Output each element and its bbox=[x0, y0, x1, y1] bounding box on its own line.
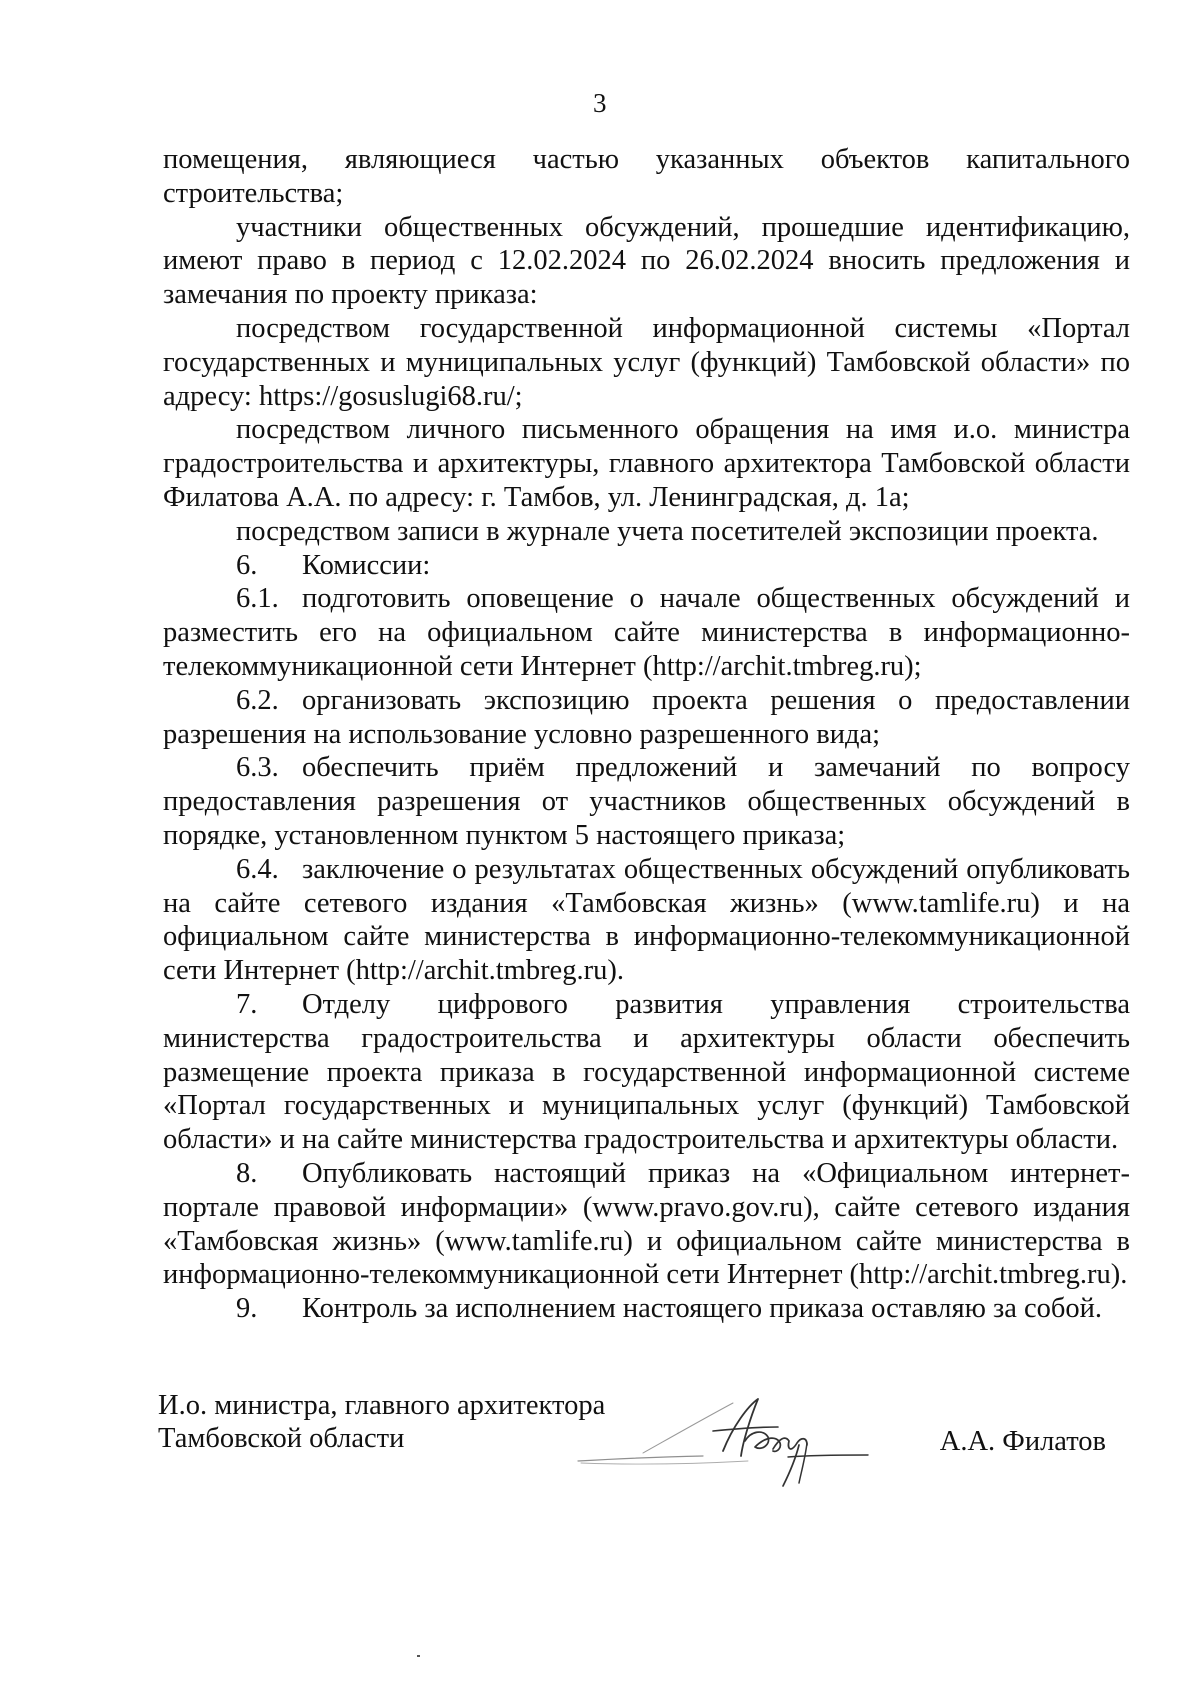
paragraph-text: организовать экспозицию проекта решения о предоставлении разрешения на использование условно разрешенного вида; bbox=[163, 684, 1130, 750]
paragraph-text: участники общественных обсуждений, прошедшие идентификацию, имеют право в период с 12.02.2024 по 26.02.2024 вносить предложения и замечания по проекту приказа: bbox=[163, 211, 1130, 311]
numbered-paragraph bbox=[163, 751, 1130, 852]
numbered-paragraph bbox=[163, 549, 1130, 583]
handwritten-signature-icon bbox=[573, 1391, 873, 1491]
paragraph-number: 8. bbox=[236, 1157, 258, 1189]
paragraph-number: 7. bbox=[236, 988, 258, 1020]
numbered-paragraph bbox=[163, 1157, 1130, 1292]
paragraph-text: подготовить оповещение о начале общественных обсуждений и разместить его на официальном сайте министерства в информационно-телекоммуникационной сети Интернет (http://archit.tmbreg.ru); bbox=[163, 583, 1130, 682]
paragraph-text: посредством записи в журнале учета посетителей экспозиции проекта. bbox=[236, 515, 1099, 547]
paragraph-text: посредством государственной информационной системы «Портал государственных и муниципальных услуг (функций) Тамбовской области» по адресу: https://gosuslugi68.ru/; bbox=[163, 312, 1130, 412]
paragraph-text: помещения, являющиеся частью указанных объектов капитального строительства; bbox=[163, 144, 1130, 209]
numbered-paragraph bbox=[163, 582, 1130, 683]
paragraph bbox=[163, 515, 1130, 549]
numbered-paragraph bbox=[163, 988, 1130, 1157]
numbered-paragraph bbox=[163, 853, 1130, 988]
signature-block bbox=[158, 1389, 1128, 1509]
signatory-name: А.А. Филатов bbox=[939, 1426, 1106, 1457]
numbered-paragraph bbox=[163, 1292, 1130, 1326]
paragraph-text: обеспечить приём предложений и замечаний по вопросу предоставления разрешения от участников общественных обсуждений в порядке, установленном пунктом 5 настоящего приказа; bbox=[163, 752, 1130, 851]
paragraph-number: 6.4. bbox=[236, 853, 279, 885]
paragraph-number: 6. bbox=[236, 549, 258, 581]
paragraph-number: 9. bbox=[236, 1293, 258, 1325]
scan-speck bbox=[417, 1655, 420, 1657]
paragraph-text: Комиссии: bbox=[302, 549, 431, 581]
signatory-title bbox=[158, 1389, 605, 1455]
paragraph-number: 6.3. bbox=[236, 752, 279, 784]
paragraph-text: Контроль за исполнением настоящего приказа оставляю за собой. bbox=[302, 1293, 1103, 1325]
paragraph bbox=[163, 211, 1130, 312]
paragraph-number: 6.1. bbox=[236, 583, 279, 615]
paragraph bbox=[163, 143, 1130, 211]
page-number: 3 bbox=[593, 88, 607, 118]
paragraph-text: заключение о результатах общественных обсуждений опубликовать на сайте сетевого издания «Тамбовская жизнь» (www.tamlife.ru) и на официальном сайте министерства в информационно-телекоммуникационной сети Интернет (http://archit.tmbreg.ru). bbox=[163, 853, 1130, 987]
paragraph-text: Опубликовать настоящий приказ на «Официальном интернет-портале правовой информации» (www.pravo.gov.ru), сайте сетевого издания «Тамбовская жизнь» (www.tamlife.ru) и официальном сайте министерства в информационно-телекоммуникационной сети Интернет (http://archit.tmbreg.ru). bbox=[163, 1157, 1130, 1291]
paragraph bbox=[163, 312, 1130, 413]
paragraph bbox=[163, 413, 1130, 514]
paragraph-number: 6.2. bbox=[236, 684, 279, 716]
paragraph-text: посредством личного письменного обращения на имя и.о. министра градостроительства и архитектуры, главного архитектора Тамбовской области Филатова А.А. по адресу: г. Тамбов, ул. Ленинградская, д. 1а; bbox=[163, 414, 1130, 513]
numbered-paragraph bbox=[163, 684, 1130, 752]
paragraph-text: Отделу цифрового развития управления строительства министерства градостроительства и архитектуры области обеспечить размещение проекта приказа в государственной информационной системе «Портал государственных и муниципальных услуг (функций) Тамбовской области» и на сайте министерства градостроительства и архитектуры области. bbox=[163, 988, 1130, 1156]
document-body bbox=[163, 143, 1130, 1326]
signatory-title-line: Тамбовской области bbox=[158, 1423, 405, 1454]
signatory-title-line: И.о. министра, главного архитектора bbox=[158, 1390, 606, 1421]
